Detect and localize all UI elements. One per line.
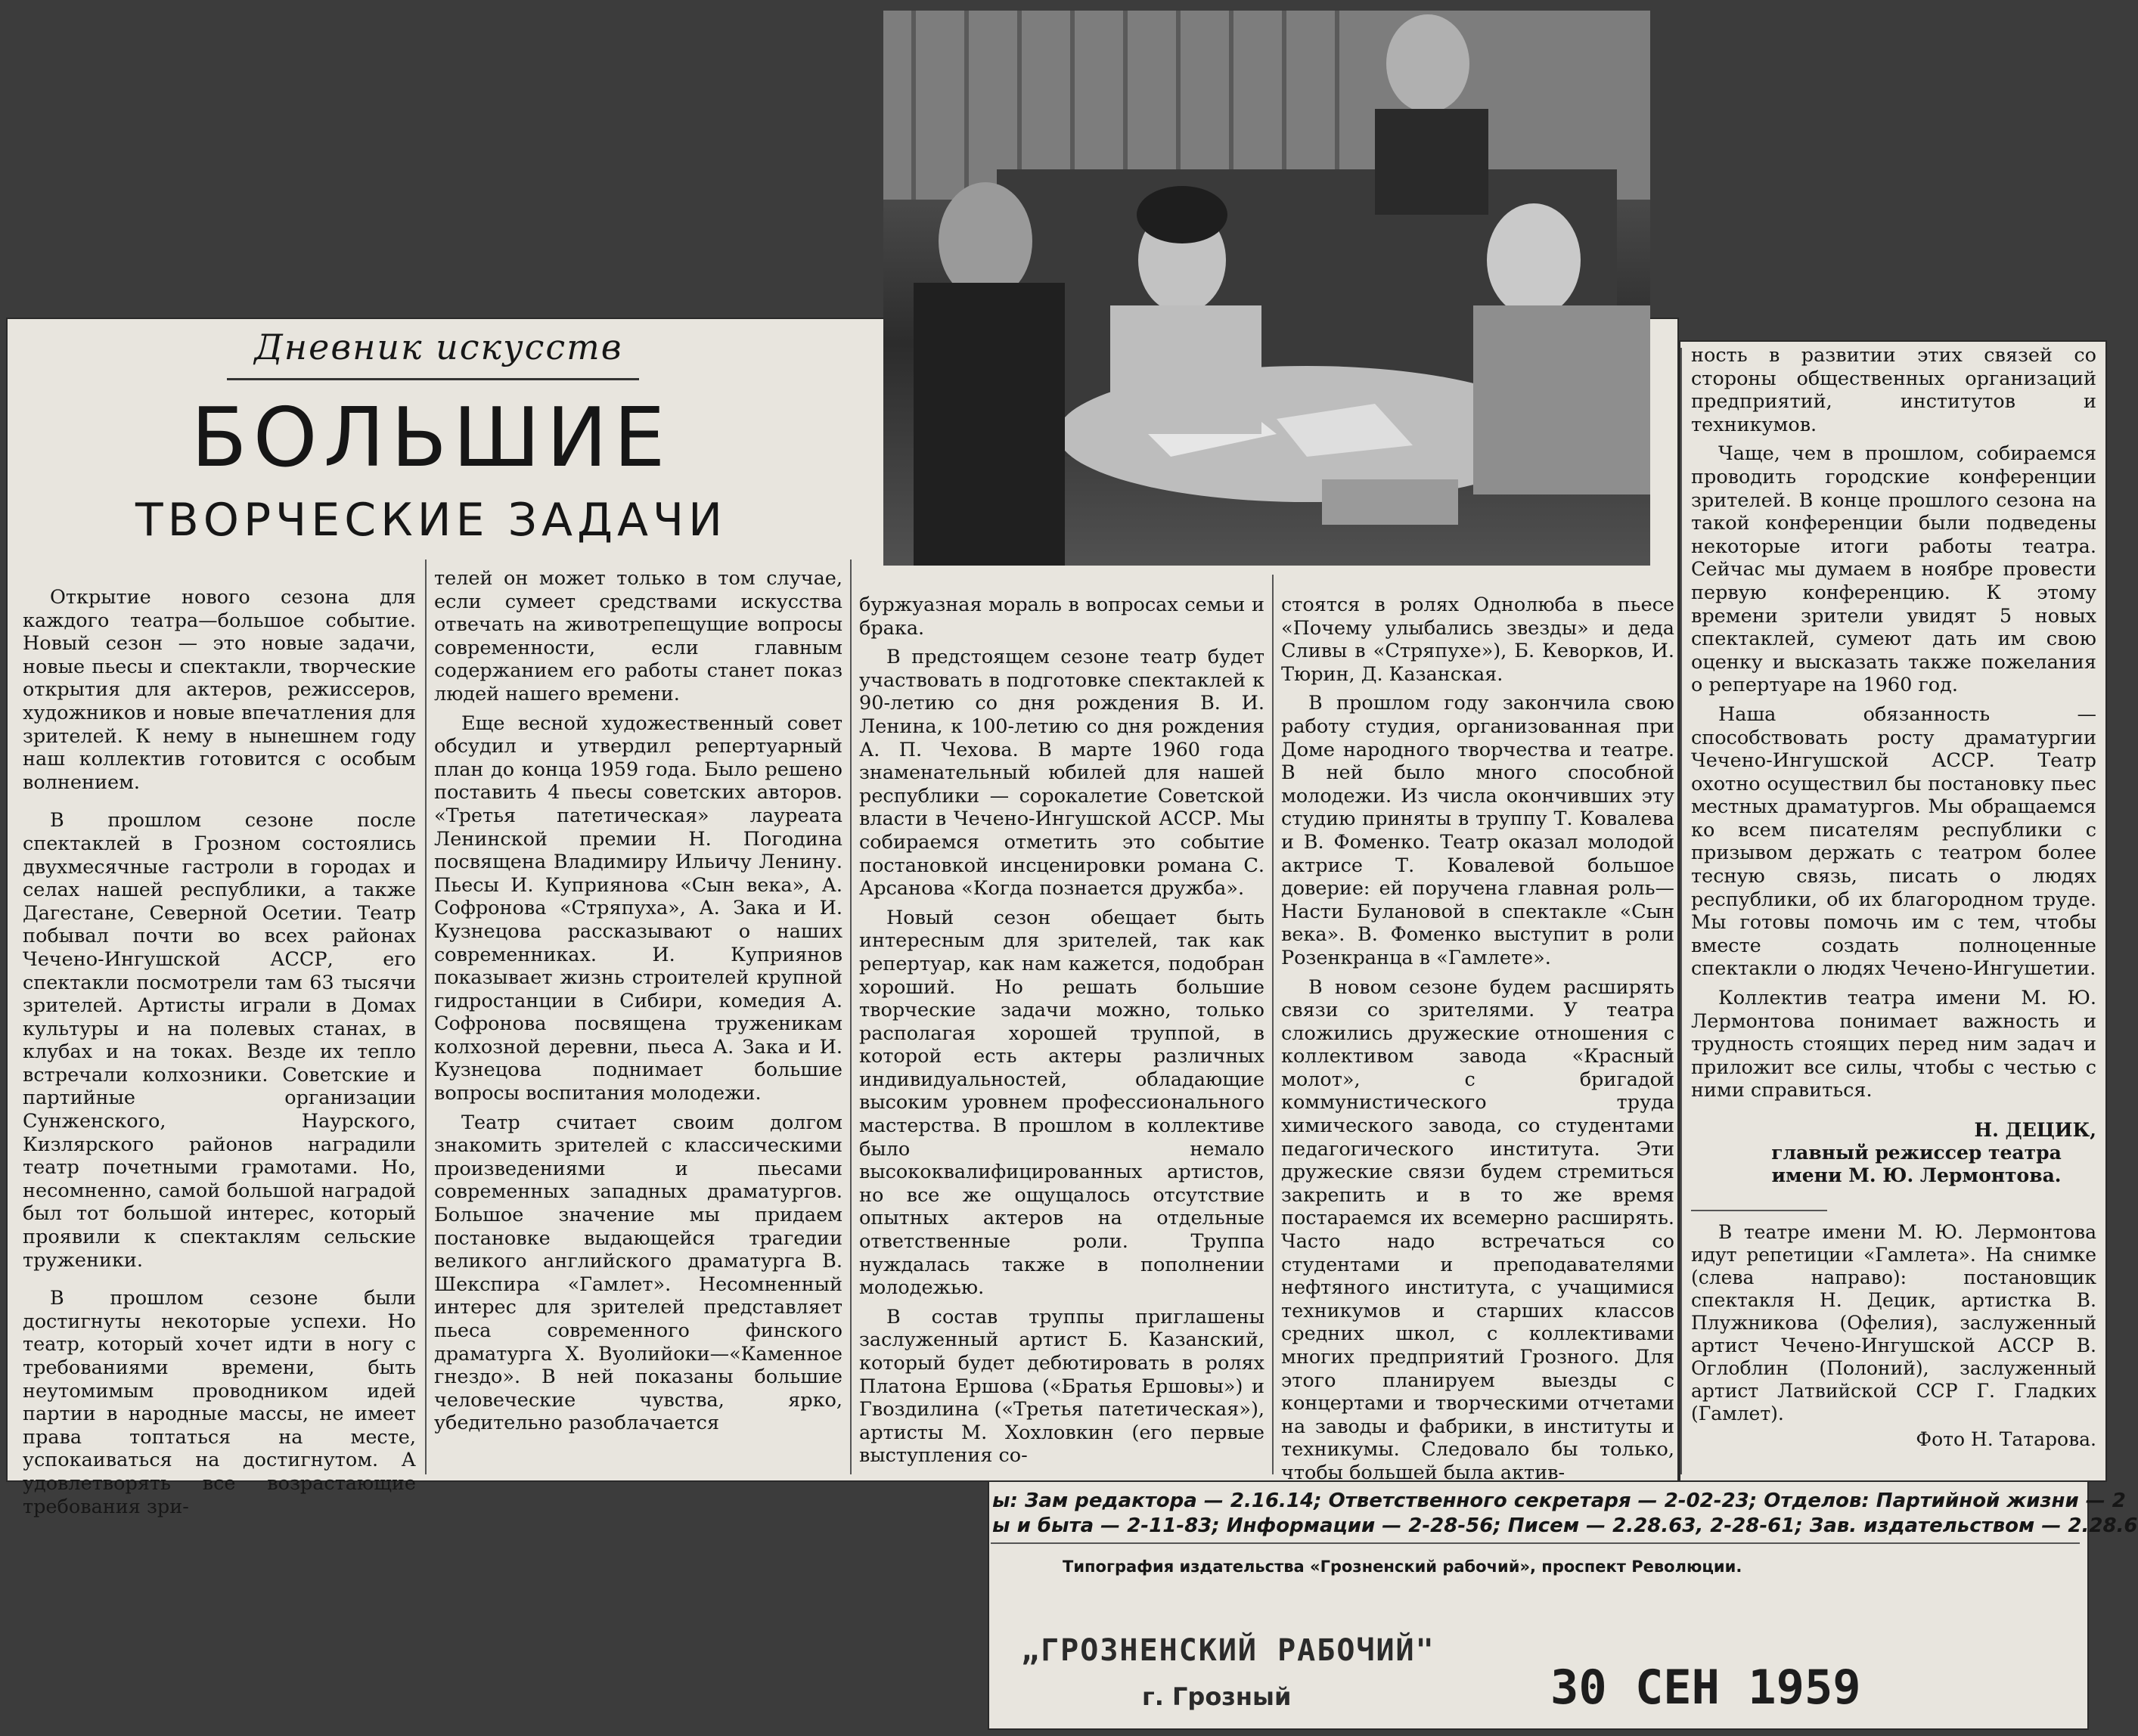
headline-line2: ТВОРЧЕСКИЕ ЗАДАЧИ [135,494,728,547]
article-column-5 [1691,344,2096,1168]
column-divider [850,560,852,1474]
phones-line-1: ы: Зам редактора — 2.16.14; Ответственного секретаря — 2-02-23; Отделов: Партийной жизни — 2 [992,1490,2126,1512]
rubric-underline [227,378,639,380]
paragraph: ность в развитии этих связей со стороны общественных организаций предприятий, институтов и техникумов. [1691,344,2096,436]
author-role: имени М. Ю. Лермонтова. [1771,1164,2062,1186]
paragraph: телей он может только в том случае, если сумеет средствами искусства отвечать на животрепещущие вопросы современности, если главным содержанием его работы станет показ людей нашего времени. [434,567,842,705]
stamp-date: 30 СЕН 1959 [1550,1660,1861,1715]
article-column-4 [1281,594,1674,1484]
paragraph: В предстоящем сезоне театр будет участвовать в подготовке спектаклей к 90-летию со дня рождения В. И. Ленина, к 100-летию со дня рождения А. П. Чехова. В марте 1960 года знаменательный юбилей для нашей республики — сорокалетие Советской власти в Чечено-Ингушской АССР. Мы собираемся отметить это событие постановкой инсценировки романа С. Арсанова «Когда познается дружба». [859,646,1264,901]
newspaper-stamp: „ГРОЗНЕНСКИЙ РАБОЧИЙ" [1021,1633,1435,1668]
photo-caption [1691,1221,2096,1450]
paragraph: В прошлом году закончила свою работу студия, организованная при Доме народного творчества и театре. В ней было много способной молодежи. Из числа окончивших эту студию приняты в труппу Т. Ковалева и В. Фоменко. Театр оказал молодой актрисе Т. Ковалевой большое доверие: ей поручена главная роль—Насти Булановой в спектакле «Сын века». В. Фоменко выступит в роли Розенкранца в «Гамлете». [1281,692,1674,969]
photo-credit: Фото Н. Татарова. [1916,1428,2096,1450]
paragraph: В прошлом сезоне после спектаклей в Грозном состоялись двухмесячные гастроли в городах и селах нашей республики, а также Дагестане, Северной Осетии. Театр побывал почти во всех районах Чечено-Ингушской АССР, его спектакли посмотрели там 63 тысячи зрителей. Артисты играли в Домах культуры и на полевых станах, в клубах и на токах. Везде их тепло встречали колхозники. Советские и партийные организации Сунженского, Наурского, Кизлярского районов наградили театр почетными грамотами. Но, несомненно, самой большой наградой был тот большой интерес, который проявили к спектаклям сельские труженики. [23,809,416,1272]
footer-rule [991,1542,2080,1544]
article-column-1 [23,586,416,1518]
paragraph: Новый сезон обещает быть интересным для зрителей, так как репертуар, как нам кажется, подобран хороший. Но решать большие творческие задачи можно, только располагая хорошей труппой, в которой есть актеры различных индивидуальностей, обладающие высоким уровнем профессионального мастерства. В прошлом в коллективе было немало высококвалифицированных артистов, но все же ощущалось отсутствие опытных актеров на отдельные ответственные роли. Труппа нуждалась также в пополнении молодежью. [859,906,1264,1300]
typography-line: Типография издательства «Грозненский рабочий», проспект Революции. [1063,1558,1742,1576]
stamp-city: г. Грозный [1142,1682,1292,1711]
column-divider [425,560,427,1474]
paragraph: Наша обязанность — способствовать росту драматургии Чечено-Ингушской АССР. Театр охотно осуществил бы постановку пьес местных драматургов. Мы обращаемся ко всем писателям республики с призывом держать с театром более тесную связь, писать о людях республики, об их благородном труде. Мы готовы помочь им с тем, чтобы вместе создать полноценные спектакли о людях Чечено-Ингушетии. [1691,702,2096,981]
article-column-3 [859,594,1264,1478]
paragraph: Коллектив театра имени М. Ю. Лермонтова понимает важность и трудность стоящих перед ним задач и приложит все силы, чтобы с честью с ними справиться. [1691,987,2096,1102]
paragraph: Театр считает своим долгом знакомить зрителей с классическими произведениями и пьесами современных западных драматургов. Большое значение мы придаем постановке выдающейся трагедии великого английского драматурга В. Шекспира «Гамлет». Несомненный интерес для зрителей представляет пьеса современного финского драматурга Х. Вуолийоки—«Каменное гнездо». В ней показаны большие человеческие чувства, ярко, убедительно разоблачается [434,1111,842,1435]
paragraph: стоятся в ролях Однолюба в пьесе «Почему улыбались звезды» и деда Сливы в «Стряпухе»), Б. Кеворков, И. Тюрин, Д. Казанская. [1281,594,1674,686]
caption-divider [1691,1210,1827,1211]
paragraph: В состав труппы приглашены заслуженный артист Б. Казанский, который будет дебютировать в ролях Платона Ершова («Братья Ершовы») и Гвоздилина («Третья патетическая»), артисты М. Хохловкин (его первые выступления со- [859,1305,1264,1468]
headline-line1: БОЛЬШИЕ [191,391,672,485]
rubric: Дневник искусств [254,327,623,367]
author-role: главный режиссер театра [1771,1142,2062,1164]
paragraph: В новом сезоне будем расширять связи со зрителями. У театра сложились дружеские отношения с коллективом завода «Красный молот», с бригадой коммунистического труда химического завода, со студентами педагогического института. Эти дружеские связи будем стремиться закрепить и в то же время постараемся их всемерно расширять. Часто надо встречаться со студентами и преподавателями нефтяного института, с учащимися техникумов и старших классов средних школ, с коллективами многих предприятий Грозного. Для этого планируем выезды с концертами и творческими отчетами на заводы и фабрики, в институты и техникумы. Следовало бы только, чтобы большей была актив- [1281,975,1674,1484]
author-name: Н. ДЕЦИК, [1974,1119,2096,1141]
paragraph: Открытие нового сезона для каждого театра—большое событие. Новый сезон — это новые задачи, новые пьесы и спектакли, творческие открытия для актеров, режиссеров, художников и новые впечатления для зрителей. К нему в нынешнем году наш коллектив готовится с особым волнением. [23,586,416,794]
column-divider [1680,348,1682,1474]
signature-block [1691,1119,2096,1202]
article-column-2 [434,567,842,1478]
caption-text: В театре имени М. Ю. Лермонтова идут репетиции «Гамлета». На снимке (слева направо): постановщик спектакля Н. Децик, артистка В. Плужникова (Офелия), заслуженный артист Чечено-Ингушской АССР В. Оглоблин (Полоний), заслуженный артист Латвийской ССР Г. Гладких (Гамлет). [1691,1221,2096,1424]
column-divider [1272,575,1274,1474]
paragraph: буржуазная мораль в вопросах семьи и брака. [859,594,1264,640]
rehearsal-photo [883,11,1650,566]
paragraph: Чаще, чем в прошлом, собираемся проводить городские конференции зрителей. В конце прошлого сезона на такой конференции были подведены некоторые итоги работы театра. Сейчас мы думаем в ноябре провести первую конференцию. К этому времени зрители увидят 5 новых спектаклей, сумеют дать им свою оценку и высказать также пожелания о репертуаре на 1960 год. [1691,442,2096,697]
phones-line-2: ы и быта — 2-11-83; Информации — 2-28-56; Писем — 2.28.63, 2-28-61; Зав. издательством — 2.28.6 [992,1514,2138,1537]
paragraph: В прошлом сезоне были достигнуты некоторые успехи. Но театр, который хочет идти в ногу с требованиями времени, быть неутомимым проводником идей партии в народные массы, не имеет права топтаться на месте, успокаиваться на достигнутом. А удовлетворять все возрастающие требования зри- [23,1287,416,1518]
paragraph: Еще весной художественный совет обсудил и утвердил репертуарный план до конца 1959 года. Было решено поставить 4 пьесы советских авторов. «Третья патетическая» лауреата Ленинской премии Н. Погодина посвящена Владимиру Ильичу Ленину. Пьесы И. Куприянова «Сын века», А. Софронова «Стряпуха», А. Зака и И. Кузнецова рассказывают о наших современниках. И. Куприянов показывает жизнь строителей крупной гидростанции в Сибири, комедия А. Софронова посвящена труженикам колхозной деревни, пьеса А. Зака и И. Кузнецова поднимает большие вопросы воспитания молодежи. [434,711,842,1105]
